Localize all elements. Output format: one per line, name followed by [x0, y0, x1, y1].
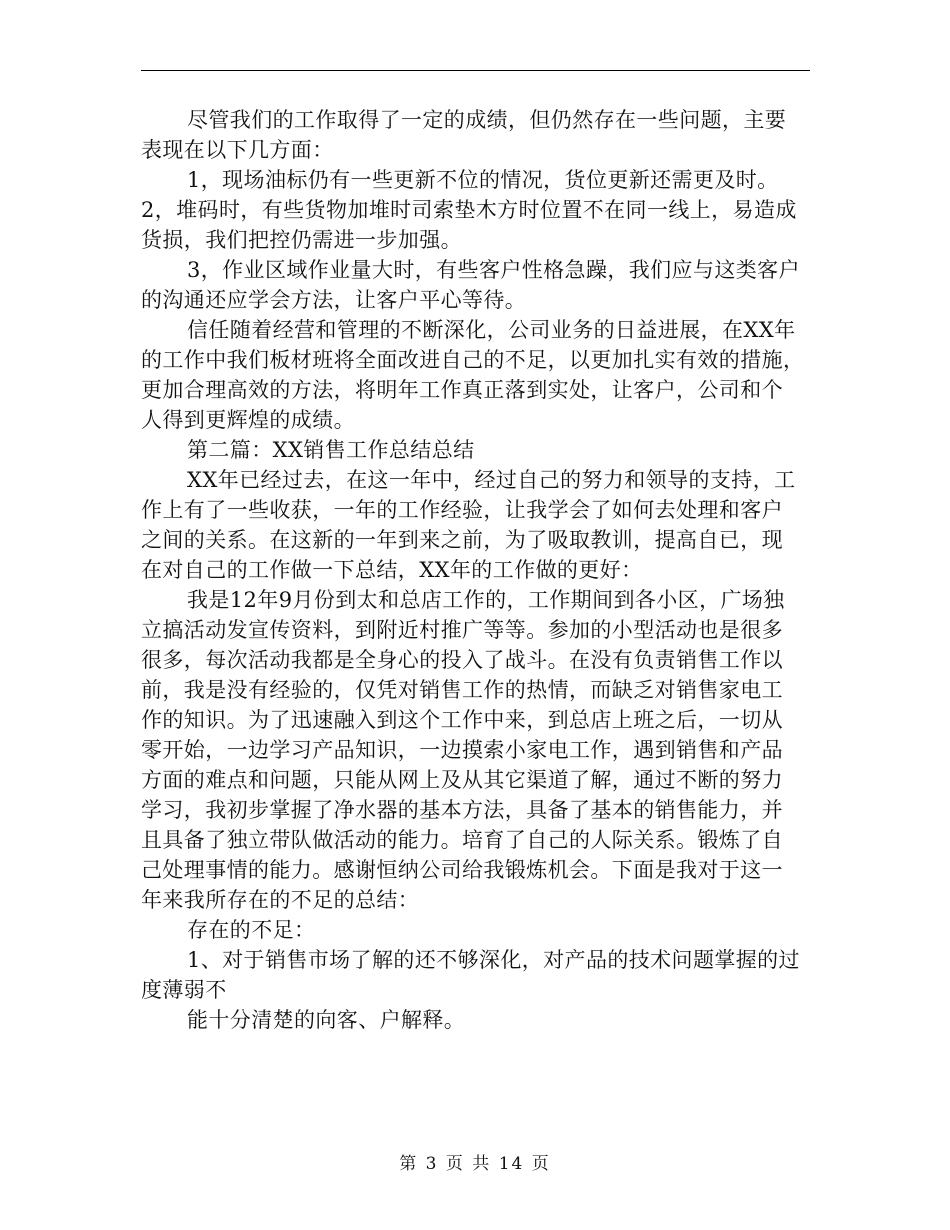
text-line: 3，作业区域作业量大时，有些客户性格急躁，我们应与这类客户 — [187, 258, 800, 282]
text-line: 尽管我们的工作取得了一定的成绩，但仍然存在一些问题，主要 — [187, 108, 787, 132]
text-line: 的工作中我们板材班将全面改进自己的不足，以更加扎实有效的措施， — [141, 348, 805, 372]
text-line: 作上有了一些收获，一年的工作经验，让我学会了如何去处理和客户 — [141, 498, 783, 522]
text-line: 方面的难点和问题，只能从网上及从其它渠道了解，通过不断的努力 — [141, 768, 783, 792]
text-line: 信任随着经营和管理的不断深化，公司业务的日益进展，在XX年 — [187, 318, 796, 342]
text-line: 1，现场油标仍有一些更新不位的情况，货位更新还需更及时。 — [187, 168, 779, 192]
text-line: 1、对于销售市场了解的还不够深化，对产品的技术问题掌握的过 — [187, 948, 800, 972]
text-line: 立搞活动发宣传资料，到附近村推广等等。参加的小型活动也是很多 — [141, 618, 783, 642]
text-line: XX年已经过去，在这一年中，经过自己的努力和领导的支持，工 — [187, 468, 796, 492]
text-line: 之间的关系。在这新的一年到来之前，为了吸取教训，提高自已，现 — [141, 528, 783, 552]
text-line: 我是12年9月份到太和总店工作的，工作期间到各小区，广场独 — [187, 588, 785, 612]
text-line: 零开始，一边学习产品知识，一边摸索小家电工作，遇到销售和产品 — [141, 738, 783, 762]
text-line: 2，堆码时，有些货物加堆时司索垫木方时位置不在同一线上，易造成 — [141, 198, 797, 222]
section-heading: 第二篇：XX销售工作总结总结 — [187, 438, 475, 462]
text-line: 度薄弱不 — [141, 978, 227, 1002]
text-line: 更加合理高效的方法，将明年工作真正落到实处，让客户，公司和个 — [141, 378, 783, 402]
text-line: 能十分清楚的向客、户解释。 — [187, 1008, 466, 1032]
text-line: 货损，我们把控仍需进一步加强。 — [141, 228, 462, 252]
text-line: 在对自己的工作做一下总结，XX年的工作做的更好： — [141, 558, 643, 582]
header-rule — [141, 70, 810, 71]
text-line: 且具备了独立带队做活动的能力。培育了自己的人际关系。锻炼了自 — [141, 828, 783, 852]
text-line: 作的知识。为了迅速融入到这个工作中来，到总店上班之后，一切从 — [141, 708, 783, 732]
text-line: 的沟通还应学会方法，让客户平心等待。 — [141, 288, 527, 312]
text-line: 很多，每次活动我都是全身心的投入了战斗。在没有负责销售工作以 — [141, 648, 783, 672]
text-line: 己处理事情的能力。感谢恒纳公司给我锻炼机会。下面是我对于这一 — [141, 858, 783, 882]
text-line: 学习，我初步掌握了净水器的基本方法，具备了基本的销售能力，并 — [141, 798, 783, 822]
text-line: 表现在以下几方面： — [141, 138, 334, 162]
page-number: 第 3 页 共 14 页 — [399, 1154, 551, 1174]
text-line: 年来我所存在的不足的总结： — [141, 888, 420, 912]
text-line: 存在的不足： — [187, 918, 316, 942]
text-line: 人得到更辉煌的成绩。 — [141, 408, 355, 432]
text-line: 前，我是没有经验的，仅凭对销售工作的热情，而缺乏对销售家电工 — [141, 678, 783, 702]
document-body — [141, 105, 810, 1035]
